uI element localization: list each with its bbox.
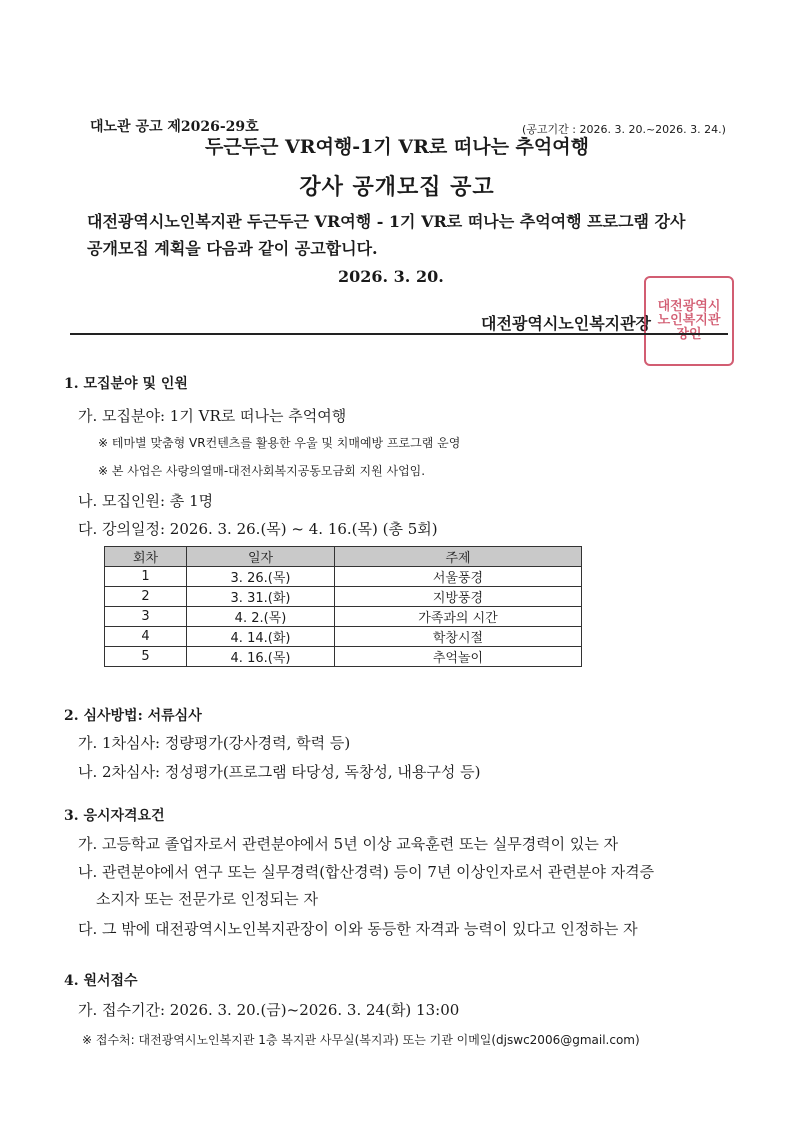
qualification-b-line1: 나. 관련분야에서 연구 또는 실무경력(합산경력) 등이 7년 이상인자로서 관련분야 자격증: [78, 863, 655, 881]
column-header-date: 일자: [187, 547, 335, 567]
application-location-note: ※ 접수처: 대전광역시노인복지관 1층 복지관 사무실(복지과) 또는 기관 이메일(djswc2006@gmail.com): [82, 1033, 640, 1047]
table-row: [105, 647, 582, 667]
second-screening: 나. 2차심사: 정성평가(프로그램 타당성, 독창성, 내용구성 등): [78, 763, 481, 781]
issuing-organization: 대전광역시노인복지관장: [481, 314, 652, 333]
section-application-heading: 4. 원서접수: [64, 973, 138, 989]
section-screening-heading: 2. 심사방법: 서류심사: [64, 708, 202, 724]
session-number: 1: [105, 567, 187, 587]
session-number: 5: [105, 647, 187, 667]
session-date: 4. 2.(목): [187, 607, 335, 627]
first-screening: 가. 1차심사: 정량평가(강사경력, 학력 등): [78, 734, 351, 752]
qualification-b-line2: 소지자 또는 전문가로 인정되는 자: [96, 890, 318, 908]
session-date: 4. 16.(목): [187, 647, 335, 667]
column-header-session: 회차: [105, 547, 187, 567]
section-recruitment-heading: 1. 모집분야 및 인원: [64, 376, 188, 392]
funding-note: ※ 본 사업은 사랑의열매-대전사회복지공동모금회 지원 사업임.: [98, 464, 426, 478]
application-period: 가. 접수기간: 2026. 3. 20.(금)~2026. 3. 24(화) 13:00: [78, 1001, 460, 1019]
session-topic: 가족과의 시간: [335, 607, 582, 627]
program-subtitle: 두근두근 VR여행-1기 VR로 떠나는 추억여행: [205, 136, 589, 158]
announcement-date: 2026. 3. 20.: [338, 267, 444, 286]
lecture-schedule: 다. 강의일정: 2026. 3. 26.(목) ~ 4. 16.(목) (총 5회): [78, 520, 438, 538]
recruitment-count: 나. 모집인원: 총 1명: [78, 492, 214, 510]
qualification-a: 가. 고등학교 졸업자로서 관련분야에서 5년 이상 교육훈련 또는 실무경력이 있는 자: [78, 835, 619, 853]
table-row: [105, 567, 582, 587]
schedule-table: [104, 546, 582, 667]
page-title: 강사 공개모집 공고: [299, 174, 495, 200]
table-row: [105, 587, 582, 607]
session-date: 4. 14.(화): [187, 627, 335, 647]
session-topic: 지방풍경: [335, 587, 582, 607]
column-header-topic: 주제: [335, 547, 582, 567]
session-date: 3. 31.(화): [187, 587, 335, 607]
table-row: [105, 607, 582, 627]
recruitment-field: 가. 모집분야: 1기 VR로 떠나는 추억여행: [78, 407, 347, 425]
program-note: ※ 테마별 맞춤형 VR컨텐츠를 활용한 우울 및 치매예방 프로그램 운영: [98, 436, 461, 450]
session-topic: 서울풍경: [335, 567, 582, 587]
session-number: 4: [105, 627, 187, 647]
document-number: 대노관 공고 제2026-29호: [90, 119, 259, 135]
intro-line-2: 공개모집 계획을 다음과 같이 공고합니다.: [87, 239, 378, 258]
session-topic: 추억놀이: [335, 647, 582, 667]
section-qualification-heading: 3. 응시자격요건: [64, 808, 165, 824]
table-row: [105, 627, 582, 647]
intro-line-1: 대전광역시노인복지관 두근두근 VR여행 - 1기 VR로 떠나는 추억여행 프로그램 강사: [87, 212, 686, 231]
official-seal: 대전광역시노인복지관: [644, 276, 734, 366]
header-divider: [70, 333, 728, 335]
table-header-row: [105, 547, 582, 567]
session-number: 2: [105, 587, 187, 607]
session-topic: 학창시절: [335, 627, 582, 647]
session-number: 3: [105, 607, 187, 627]
announcement-period: (공고기간 : 2026. 3. 20.~2026. 3. 24.): [522, 123, 726, 136]
session-date: 3. 26.(목): [187, 567, 335, 587]
qualification-c: 다. 그 밖에 대전광역시노인복지관장이 이와 동등한 자격과 능력이 있다고 인정하는 자: [78, 920, 638, 938]
